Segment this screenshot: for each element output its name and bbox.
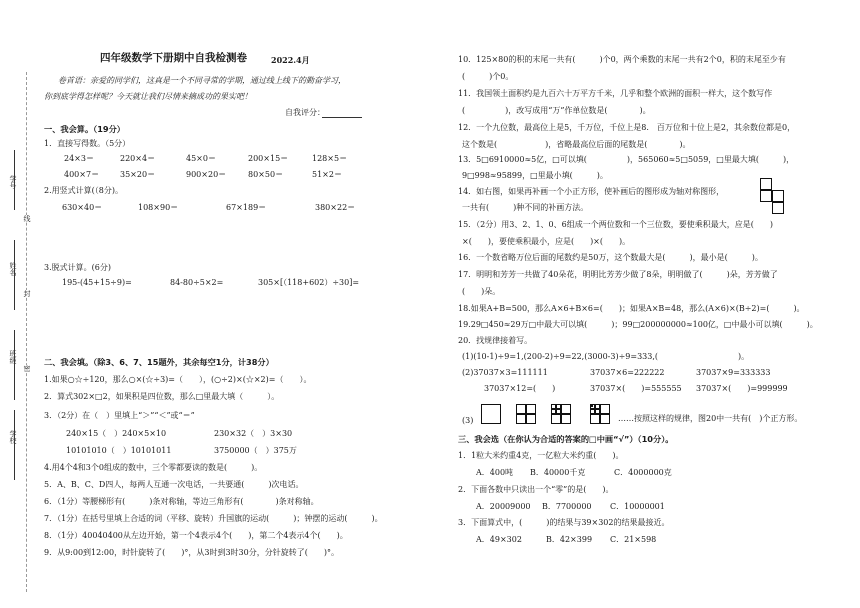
choice-option[interactable]: C．10000001	[610, 502, 665, 511]
choice-option[interactable]: B．7700000	[542, 502, 592, 511]
q1-item: 51×2＝	[312, 170, 342, 179]
intro-line-2: 你到底学得怎样呢？今天就让我们尽情来摘成功的果实吧！	[44, 92, 252, 101]
binding-line	[26, 72, 27, 592]
compare-item: 230×32（ ）3×30	[214, 429, 293, 438]
fill-q5: 5．A、B、C、D四人，每两人互通一次电话，一共要通( )次电话。	[44, 480, 304, 489]
intro-line-1: 卷首语：亲爱的同学们，这真是一个不同寻常的学期，通过线上线下的勤奋学习，	[58, 76, 346, 85]
side-blank-xuexiao	[14, 410, 16, 480]
pattern-figure-4	[590, 404, 610, 424]
choice-option[interactable]: A．20009000	[476, 502, 531, 511]
side-mark-mi: 密	[23, 365, 31, 372]
side-mark-xian: 线	[23, 215, 31, 222]
q1-item: 45×0＝	[186, 154, 216, 163]
q2-item: 108×90＝	[138, 203, 179, 212]
fill-q17-b: ( )朵。	[462, 287, 501, 296]
fill-q14-b: 一共有( )种不同的补画方法。	[462, 203, 589, 212]
grid-square	[772, 190, 784, 202]
q2-item: 380×22＝	[315, 203, 356, 212]
exam-date: 2022.4月	[271, 55, 310, 65]
compare-item: 240×15（ ）240×5×10	[66, 429, 167, 438]
fill-q13-b: 9□998≈95899，□里最小填( )。	[462, 171, 608, 180]
fill-q12-b: 这个数是( )，省略最高位后面的尾数是( )。	[462, 140, 691, 149]
fill-q20-2c: 37037×9=333333	[696, 368, 771, 377]
fill-q20-2e: 37037×( )=555555	[590, 384, 682, 393]
fill-q6: 6．（1分）等腰梯形有( )条对称轴，等边三角形有( )条对称轴。	[44, 497, 319, 506]
fill-q20-2b: 37037×6=222222	[590, 368, 665, 377]
fill-q4: 4.用4个4和3个0组成的数中，三个零都要读的数是( )。	[44, 463, 263, 472]
choice-option[interactable]: C．21×598	[610, 535, 657, 544]
fill-q20-2d: 37037×12=( )	[484, 384, 556, 393]
side-label-xingming: 姓名	[9, 262, 17, 276]
grid-square	[760, 178, 772, 190]
fill-q12-a: 12．一个九位数，最高位上是5，千万位，千位上是8. 百万位和十位上是2，其余数位都是0，	[458, 123, 796, 132]
square	[516, 404, 526, 414]
fill-q2: 2．算式302×□2，如果积是四位数，那么□里最大填（ ）。	[44, 392, 280, 401]
square	[551, 414, 561, 424]
square	[526, 414, 536, 424]
q3-title: 3.脱式计算。(6分)	[44, 263, 111, 272]
fill-q11-b: ( )，改写成用“万”作单位数是( )。	[462, 106, 651, 115]
q3-item: 84-80÷5×2=	[170, 278, 224, 287]
side-label-xuexiao: 学校	[9, 430, 17, 444]
q1-item: 80×50＝	[248, 170, 284, 179]
fill-q15-a: 15．（2分）用3、2、1、0、6组成一个两位数和一个三位数，要使乘积最大，应是( )	[458, 220, 773, 229]
square	[556, 409, 561, 414]
compare-item: 3750000（ ）375万	[214, 446, 297, 455]
compare-item: 10101010（ ）10101011	[66, 446, 172, 455]
q1-item: 128×5＝	[312, 154, 348, 163]
choice-option[interactable]: C．4000000克	[614, 468, 672, 477]
section2-header: 二、我会填。（除3、6、7、15题外，其余每空1分，计38分）	[44, 357, 274, 367]
pattern-figure-2	[516, 404, 536, 424]
q1-item: 400×7＝	[64, 170, 100, 179]
fill-q14-a: 14．如右图，如果再补画一个小正方形，使补画后的图形成为轴对称图形，	[458, 187, 725, 196]
fill-q20-2f: 37037×( )=999999	[696, 384, 788, 393]
grid-square	[760, 190, 772, 202]
q2-item: 630×40＝	[62, 203, 103, 212]
choice-q2: 2．下面各数中只读出一个“零”的是( )。	[458, 485, 614, 494]
side-blank-banji	[14, 330, 16, 400]
side-blank-xuehao	[14, 150, 16, 210]
square	[561, 414, 571, 424]
side-blank-xingming	[14, 240, 16, 310]
square	[561, 404, 571, 414]
choice-option[interactable]: B．42×399	[546, 535, 593, 544]
page-title: 四年级数学下册期中自我检测卷	[100, 52, 247, 64]
fill-q20-2a: (2)37037×3=111111	[462, 368, 548, 377]
fill-q10-b: ( )个0。	[462, 72, 514, 81]
choice-option[interactable]: B．40000千克	[530, 468, 586, 477]
fill-q20-3a: (3)	[462, 416, 474, 425]
fill-q16: 16．一个数省略万位后面的尾数约是50万，这个数最大是( )，最小是( )。	[458, 253, 763, 262]
side-mark-feng: 封	[23, 290, 31, 297]
choice-option[interactable]: A．400吨	[476, 468, 514, 477]
pattern-figure-3	[551, 404, 571, 424]
q1-title: 1．直接写得数。（5分）	[44, 139, 131, 148]
square	[590, 404, 593, 407]
fill-q3: 3．（2分）在（ ）里填上“＞”“＜”或“＝”	[44, 411, 195, 420]
fill-q10-a: 10．125×80的积的末尾一共有( )个0，两个乘数的末尾一共有2个0，积的末尾至少有	[458, 55, 786, 64]
fill-q20-1: (1)(10-1)÷9=1,(200-2)÷9=22,(3000-3)÷9=333,( )。	[462, 352, 750, 361]
pattern-figure-1	[481, 404, 501, 424]
fill-q18: 18.如果A+B=500，那么A×6+B×6=( )；如果A×B=48，那么(A×6)×(B÷2)=( )。	[458, 304, 805, 313]
fill-q11-a: 11．我国领土面积约是九百六十万平方千米，几乎和整个欧洲的面积一样大，这个数写作	[458, 89, 773, 98]
side-label-xuehao: 学号	[9, 175, 17, 189]
fill-q19: 19.29□450≈29万□中最大可以填( )；99□200000000≈100亿，□中最小可以填( )。	[458, 320, 818, 329]
fill-q9: 9．从9:00到12:00，时针旋转了( )°，从3时到3时30分，分针旋转了( )°。	[44, 548, 339, 557]
q2-title: 2.用竖式计算(（8分)。	[44, 186, 123, 195]
side-label-banji: 班级	[9, 350, 17, 364]
choice-option[interactable]: A．49×302	[476, 535, 522, 544]
square	[600, 404, 610, 414]
fill-q17-a: 17．明明和芳芳一共做了40朵花，明明比芳芳少做了8朵，明明做了( )朵，芳芳做了	[458, 270, 778, 279]
q1-item: 24×3＝	[64, 154, 94, 163]
fill-q20: 20．找规律接着写。	[458, 336, 533, 345]
square	[516, 414, 526, 424]
grid-square	[772, 202, 784, 214]
q14-figure	[760, 178, 800, 218]
q3-item: 305×[（118+602）÷30]=	[258, 278, 360, 287]
q1-item: 200×15＝	[248, 154, 289, 163]
square	[481, 404, 501, 424]
square	[595, 409, 600, 414]
square	[600, 414, 610, 424]
q1-item: 220×4＝	[120, 154, 156, 163]
choice-q1: 1．1粒大米约重4克，一亿粒大米约重( )。	[458, 451, 624, 460]
q3-item: 195-(45+15÷9)=	[62, 278, 132, 287]
q2-item: 67×189＝	[226, 203, 267, 212]
q1-item: 900×20＝	[186, 170, 227, 179]
fill-q15-b: ×( )，要使乘积最小，应是( )×( )。	[462, 237, 631, 246]
fill-q8: 8．（1分）40040400从左边开始，第一个4表示4个( )，第二个4表示4个( )。	[44, 531, 348, 540]
section3-header: 三、我会选（在你认为合适的答案的□中画“√”）（10分）。	[458, 434, 674, 444]
fill-q7: 7．（1分）在括号里填上合适的词（平移、旋转）升国旗的运动( )；钟摆的运动( )。	[44, 514, 383, 523]
choice-q3: 3．下面算式中，( )的结果与39×302的结果最接近。	[458, 518, 670, 527]
fill-q1: 1.如果○☆÷120，那么○×(☆÷3)=（ ），(○÷2)×(☆×2)=（ ）。	[44, 375, 312, 384]
fill-q13-a: 13．5□6910000≈5亿，□可以填( )，565060≈5□5059，□里最大填( )，	[458, 155, 795, 164]
self-eval-blank[interactable]	[322, 116, 362, 118]
q1-item: 35×20＝	[120, 170, 156, 179]
self-eval-label: 自我评分：	[285, 108, 325, 117]
square	[590, 414, 600, 424]
section1-header: 一、我会算。（19分）	[44, 124, 125, 134]
square	[526, 404, 536, 414]
fill-q20-3b: ……按照这样的规律，图20中一共有( )个正方形。	[618, 414, 803, 423]
